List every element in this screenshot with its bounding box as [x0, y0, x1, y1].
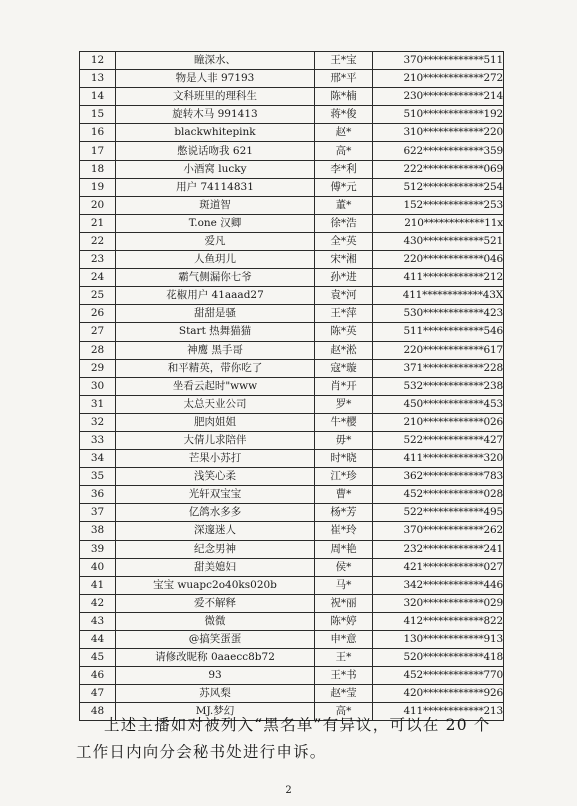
row-number-cell: 28 [80, 341, 116, 359]
real-name-cell: 董* [315, 196, 373, 214]
id-number-cell: 511************546 [373, 323, 504, 341]
real-name-cell: 孙*进 [315, 269, 373, 287]
row-number-cell: 33 [80, 431, 116, 449]
row-number-cell: 40 [80, 558, 116, 576]
row-number-cell: 12 [80, 52, 116, 70]
table-row [80, 631, 504, 649]
row-number-cell: 27 [80, 323, 116, 341]
real-name-cell: 傅*元 [315, 178, 373, 196]
table-row [80, 124, 504, 142]
real-name-cell: 申*意 [315, 631, 373, 649]
real-name-cell: 全*英 [315, 232, 373, 250]
row-number-cell: 44 [80, 631, 116, 649]
streamer-nickname-cell: 大倩儿求陪伴 [116, 431, 315, 449]
id-number-cell: 210************11x [373, 214, 504, 232]
streamer-nickname-cell: 霸气侧漏你七爷 [116, 269, 315, 287]
streamer-nickname-cell: Start 热舞猫猫 [116, 323, 315, 341]
id-number-cell: 152************253 [373, 196, 504, 214]
id-number-cell: 220************617 [373, 341, 504, 359]
streamer-nickname-cell: 旋转木马 991413 [116, 106, 315, 124]
real-name-cell: 江*珍 [315, 468, 373, 486]
id-number-cell: 411************320 [373, 450, 504, 468]
blacklist-table-body [80, 52, 504, 721]
streamer-nickname-cell: 甜甜是骚 [116, 305, 315, 323]
row-number-cell: 29 [80, 359, 116, 377]
table-row [80, 468, 504, 486]
id-number-cell: 411************43X [373, 287, 504, 305]
real-name-cell: 时*晓 [315, 450, 373, 468]
real-name-cell: 陈*婷 [315, 612, 373, 630]
id-number-cell: 522************427 [373, 431, 504, 449]
table-row [80, 540, 504, 558]
real-name-cell: 牛*樱 [315, 413, 373, 431]
id-number-cell: 370************262 [373, 522, 504, 540]
id-number-cell: 510************192 [373, 106, 504, 124]
streamer-nickname-cell: 请修改昵称 0aaecc8b72 [116, 649, 315, 667]
id-number-cell: 421************027 [373, 558, 504, 576]
streamer-nickname-cell: 微微 [116, 612, 315, 630]
table-row [80, 52, 504, 70]
streamer-nickname-cell: 文科班里的理科生 [116, 88, 315, 106]
streamer-nickname-cell: 花椒用户 41aaad27 [116, 287, 315, 305]
streamer-nickname-cell: 人鱼玥儿 [116, 251, 315, 269]
real-name-cell: 肖*开 [315, 377, 373, 395]
row-number-cell: 46 [80, 667, 116, 685]
row-number-cell: 21 [80, 214, 116, 232]
real-name-cell: 崔*玲 [315, 522, 373, 540]
streamer-nickname-cell: 爱不解释 [116, 594, 315, 612]
real-name-cell: 杨*芳 [315, 504, 373, 522]
id-number-cell: 450************453 [373, 395, 504, 413]
table-row [80, 522, 504, 540]
real-name-cell: 赵*莹 [315, 685, 373, 703]
streamer-nickname-cell: 亿鸽水多多 [116, 504, 315, 522]
streamer-nickname-cell: 光轩双宝宝 [116, 486, 315, 504]
table-row [80, 106, 504, 124]
id-number-cell: 452************770 [373, 667, 504, 685]
streamer-nickname-cell: 坐看云起时"www [116, 377, 315, 395]
streamer-nickname-cell: 苏风梨 [116, 685, 315, 703]
table-row [80, 178, 504, 196]
real-name-cell: 蒋*俊 [315, 106, 373, 124]
real-name-cell: 邢*平 [315, 70, 373, 88]
table-row [80, 323, 504, 341]
real-name-cell: 王*萍 [315, 305, 373, 323]
real-name-cell: 高* [315, 703, 373, 721]
streamer-nickname-cell: 芒果小苏打 [116, 450, 315, 468]
table-row [80, 450, 504, 468]
id-number-cell: 222************069 [373, 160, 504, 178]
table-row [80, 88, 504, 106]
id-number-cell: 310************220 [373, 124, 504, 142]
appeal-note-line-1: 上述主播如对被列入“黑名单”有异议，可以在 20 个 [104, 716, 491, 734]
streamer-nickname-cell: 爱凡 [116, 232, 315, 250]
table-row [80, 251, 504, 269]
streamer-nickname-cell: 瞳深水、 [116, 52, 315, 70]
streamer-nickname-cell: 用户 74114831 [116, 178, 315, 196]
row-number-cell: 17 [80, 142, 116, 160]
streamer-nickname-cell: @搞笑蛋蛋 [116, 631, 315, 649]
row-number-cell: 30 [80, 377, 116, 395]
table-row [80, 685, 504, 703]
row-number-cell: 24 [80, 269, 116, 287]
table-row [80, 612, 504, 630]
page-number: 2 [285, 785, 292, 796]
row-number-cell: 19 [80, 178, 116, 196]
row-number-cell: 31 [80, 395, 116, 413]
real-name-cell: 马* [315, 576, 373, 594]
row-number-cell: 41 [80, 576, 116, 594]
table-row [80, 160, 504, 178]
id-number-cell: 210************272 [373, 70, 504, 88]
table-row [80, 196, 504, 214]
row-number-cell: 35 [80, 468, 116, 486]
table-row [80, 232, 504, 250]
table-row [80, 431, 504, 449]
streamer-nickname-cell: 浅笑心柔 [116, 468, 315, 486]
table-row [80, 305, 504, 323]
streamer-nickname-cell: 物是人非 97193 [116, 70, 315, 88]
streamer-nickname-cell: 93 [116, 667, 315, 685]
row-number-cell: 42 [80, 594, 116, 612]
id-number-cell: 622************359 [373, 142, 504, 160]
blacklist-table [79, 51, 504, 721]
row-number-cell: 36 [80, 486, 116, 504]
id-number-cell: 362************783 [373, 468, 504, 486]
id-number-cell: 520************418 [373, 649, 504, 667]
streamer-nickname-cell: 斑道智 [116, 196, 315, 214]
table-row [80, 504, 504, 522]
real-name-cell: 陈*楠 [315, 88, 373, 106]
streamer-nickname-cell: 神鹰 黑手哥 [116, 341, 315, 359]
id-number-cell: 430************521 [373, 232, 504, 250]
streamer-nickname-cell: blackwhitepink [116, 124, 315, 142]
real-name-cell: 曹* [315, 486, 373, 504]
table-row [80, 269, 504, 287]
table-row [80, 70, 504, 88]
real-name-cell: 李*利 [315, 160, 373, 178]
row-number-cell: 38 [80, 522, 116, 540]
id-number-cell: 370************511 [373, 52, 504, 70]
id-number-cell: 412************822 [373, 612, 504, 630]
table-row [80, 341, 504, 359]
id-number-cell: 512************254 [373, 178, 504, 196]
row-number-cell: 20 [80, 196, 116, 214]
streamer-nickname-cell: 小酒窝 lucky [116, 160, 315, 178]
id-number-cell: 232************241 [373, 540, 504, 558]
streamer-nickname-cell: T.one 汉卿 [116, 214, 315, 232]
id-number-cell: 522************495 [373, 504, 504, 522]
id-number-cell: 420************926 [373, 685, 504, 703]
streamer-nickname-cell: 和平精英，带你吃了 [116, 359, 315, 377]
real-name-cell: 毋* [315, 431, 373, 449]
streamer-nickname-cell: 憋说话吻我 621 [116, 142, 315, 160]
real-name-cell: 陈*英 [315, 323, 373, 341]
table-row [80, 413, 504, 431]
real-name-cell: 袁*河 [315, 287, 373, 305]
real-name-cell: 王*书 [315, 667, 373, 685]
real-name-cell: 周*艳 [315, 540, 373, 558]
row-number-cell: 15 [80, 106, 116, 124]
row-number-cell: 32 [80, 413, 116, 431]
real-name-cell: 寇*璇 [315, 359, 373, 377]
appeal-note-line-2: 工作日内向分会秘书处进行申诉。 [76, 743, 327, 761]
id-number-cell: 532************238 [373, 377, 504, 395]
row-number-cell: 14 [80, 88, 116, 106]
table-row [80, 214, 504, 232]
real-name-cell: 侯* [315, 558, 373, 576]
table-row [80, 359, 504, 377]
id-number-cell: 230************214 [373, 88, 504, 106]
row-number-cell: 18 [80, 160, 116, 178]
row-number-cell: 22 [80, 232, 116, 250]
id-number-cell: 220************046 [373, 251, 504, 269]
row-number-cell: 26 [80, 305, 116, 323]
id-number-cell: 530************423 [373, 305, 504, 323]
real-name-cell: 王*宝 [315, 52, 373, 70]
table-row [80, 287, 504, 305]
streamer-nickname-cell: 甜美媳妇 [116, 558, 315, 576]
streamer-nickname-cell: 纪念男神 [116, 540, 315, 558]
table-row [80, 377, 504, 395]
real-name-cell: 宋*湘 [315, 251, 373, 269]
real-name-cell: 王* [315, 649, 373, 667]
row-number-cell: 37 [80, 504, 116, 522]
row-number-cell: 43 [80, 612, 116, 630]
real-name-cell: 祝*丽 [315, 594, 373, 612]
streamer-nickname-cell: 宝宝 wuapc2o40ks020b [116, 576, 315, 594]
table-row [80, 395, 504, 413]
row-number-cell: 47 [80, 685, 116, 703]
row-number-cell: 34 [80, 450, 116, 468]
table-row [80, 576, 504, 594]
id-number-cell: 452************028 [373, 486, 504, 504]
id-number-cell: 411************212 [373, 269, 504, 287]
table-row [80, 649, 504, 667]
table-row [80, 594, 504, 612]
streamer-nickname-cell: 深邃迷人 [116, 522, 315, 540]
row-number-cell: 39 [80, 540, 116, 558]
id-number-cell: 320************029 [373, 594, 504, 612]
row-number-cell: 45 [80, 649, 116, 667]
real-name-cell: 徐*浩 [315, 214, 373, 232]
row-number-cell: 48 [80, 703, 116, 721]
real-name-cell: 罗* [315, 395, 373, 413]
table-row [80, 142, 504, 160]
table-row [80, 667, 504, 685]
id-number-cell: 130************913 [373, 631, 504, 649]
streamer-nickname-cell: 太总天业公司 [116, 395, 315, 413]
table-row [80, 486, 504, 504]
streamer-nickname-cell: MJ.梦幻 [116, 703, 315, 721]
streamer-nickname-cell: 肥肉姐姐 [116, 413, 315, 431]
row-number-cell: 16 [80, 124, 116, 142]
row-number-cell: 13 [80, 70, 116, 88]
id-number-cell: 210************026 [373, 413, 504, 431]
id-number-cell: 371************228 [373, 359, 504, 377]
id-number-cell: 342************446 [373, 576, 504, 594]
real-name-cell: 赵* [315, 124, 373, 142]
table-row [80, 558, 504, 576]
real-name-cell: 赵*淞 [315, 341, 373, 359]
row-number-cell: 25 [80, 287, 116, 305]
real-name-cell: 高* [315, 142, 373, 160]
row-number-cell: 23 [80, 251, 116, 269]
id-number-cell: 411************213 [373, 703, 504, 721]
